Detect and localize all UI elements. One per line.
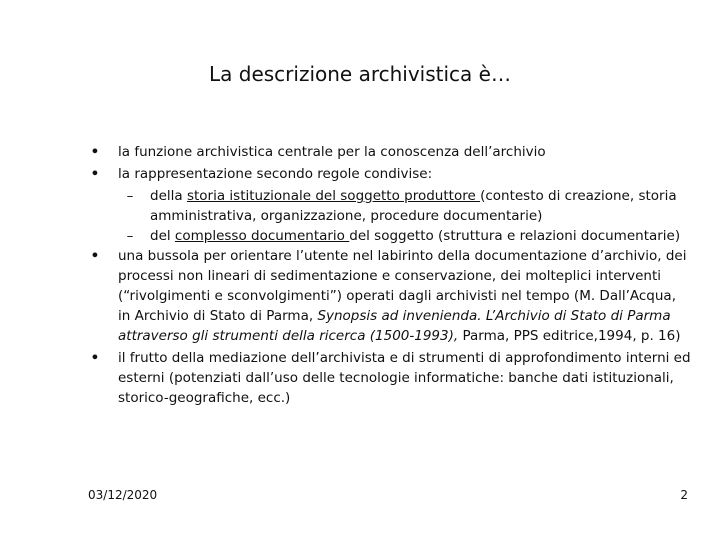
sub-text-underlined: complesso documentario <box>174 228 350 244</box>
bullet-icon: • <box>90 248 100 264</box>
bullet-item-3 <box>88 246 692 346</box>
bullet-text-post: Parma, PPS editrice,1994, p. 16) <box>458 328 681 344</box>
sub-item-2 <box>88 226 692 246</box>
dash-icon: – <box>126 188 134 204</box>
bullet-icon: • <box>90 350 100 366</box>
bullet-text: la funzione archivistica centrale per la conoscenza dell’archivio <box>118 144 546 160</box>
bullet-text: la rappresentazione secondo regole condivise: <box>118 166 433 182</box>
bullet-text-pre: una bussola per orientare l’utente nel labirinto della documentazione d’archivio, dei processi non lineari di sedimentazione e conservazione, dei molteplici interventi (“rivolgimenti e sconvolgimenti”) operati dagli archivisti nel tempo (M. Dall’Acqua, in Archivio di Stato di Parma, <box>118 248 687 324</box>
sub-text-pre: del <box>150 228 175 244</box>
slide-title: La descrizione archivistica è… <box>209 62 511 86</box>
bullet-text-italic: Synopsis ad invenienda. L’Archivio di Stato di Parma attraverso gli strumenti della ricerca (1500-1993), <box>118 308 671 344</box>
slide-body <box>88 142 692 410</box>
dash-icon: – <box>126 228 134 244</box>
bullet-icon: • <box>90 166 100 182</box>
sub-item-1 <box>88 186 692 226</box>
bullet-item-1 <box>88 142 692 162</box>
bullet-item-2 <box>88 164 692 184</box>
bullet-icon: • <box>90 144 100 160</box>
bullet-item-4 <box>88 348 692 408</box>
sub-text-underlined: storia istituzionale del soggetto produttore <box>186 188 481 204</box>
page-number: 2 <box>680 488 688 502</box>
sub-text-pre: della <box>150 188 187 204</box>
bullet-text: il frutto della mediazione dell’archivista e di strumenti di approfondimento interni ed esterni (potenziati dall’uso delle tecnologie informatiche: banche dati istituzionali, storico-geografiche, ecc.) <box>118 350 691 406</box>
sub-text-post: (contesto di creazione, storia amministrativa, organizzazione, procedure documentarie) <box>150 188 677 224</box>
footer-date: 03/12/2020 <box>88 488 158 502</box>
sub-text-post: del soggetto (struttura e relazioni documentarie) <box>349 228 681 244</box>
